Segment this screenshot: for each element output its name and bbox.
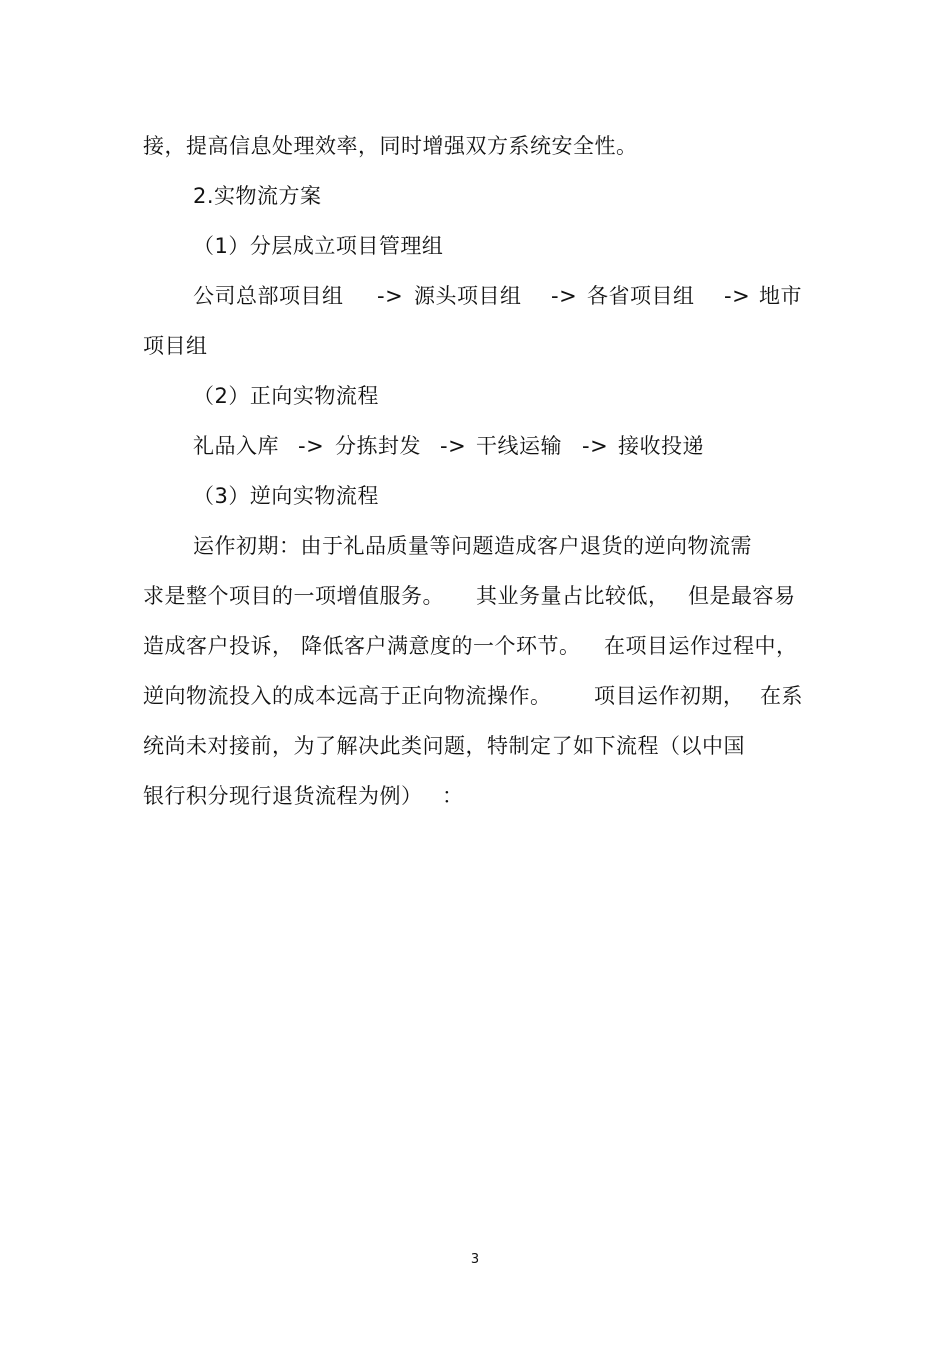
org-flow-arrow-3: -> <box>724 284 751 308</box>
forward-flow-arrow-1: -> <box>298 434 325 458</box>
paragraph-line-6: 统尚未对接前，为了解决此类问题，特制定了如下流程（以中国 <box>143 734 745 758</box>
paragraph-line-1: 接，提高信息处理效率，同时增强双方系统安全性。 <box>143 134 638 158</box>
paragraph-line-5b: 项目运作初期， <box>594 684 745 708</box>
subheading-2: （2）正向实物流程 <box>193 384 379 408</box>
forward-flow-step-1: 礼品入库 <box>193 434 279 458</box>
org-flow-step-4: 地市 <box>759 284 802 308</box>
paragraph-line-3b: 其业务量占比较低， <box>476 584 670 608</box>
org-flow-arrow-1: -> <box>377 284 404 308</box>
subheading-1: （1）分层成立项目管理组 <box>193 234 444 258</box>
org-flow-step-1: 公司总部项目组 <box>193 284 344 308</box>
forward-flow-arrow-3: -> <box>582 434 609 458</box>
paragraph-line-2: 运作初期：由于礼品质量等问题造成客户退货的逆向物流需 <box>193 534 752 558</box>
paragraph-line-5c: 在系 <box>760 684 803 708</box>
paragraph-line-7b: ： <box>442 784 464 808</box>
paragraph-line-4c: 在项目运作过程中， <box>604 634 798 658</box>
paragraph-line-5a: 逆向物流投入的成本远高于正向物流操作。 <box>143 684 552 708</box>
paragraph-line-3c: 但是最容易 <box>688 584 796 608</box>
page-number: 3 <box>470 1252 480 1267</box>
forward-flow-arrow-2: -> <box>440 434 467 458</box>
org-flow-arrow-2: -> <box>551 284 578 308</box>
org-flow-step-3: 各省项目组 <box>587 284 695 308</box>
paragraph-line-4a: 造成客户投诉， <box>143 634 294 658</box>
forward-flow-step-4: 接收投递 <box>618 434 704 458</box>
forward-flow-step-2: 分拣封发 <box>335 434 421 458</box>
org-flow-continuation: 项目组 <box>143 334 208 358</box>
org-flow-step-2: 源头项目组 <box>414 284 522 308</box>
forward-flow-step-3: 干线运输 <box>476 434 562 458</box>
paragraph-line-3a: 求是整个项目的一项增值服务。 <box>143 584 444 608</box>
paragraph-line-7a: 银行积分现行退货流程为例） <box>143 784 423 808</box>
paragraph-line-4b: 降低客户满意度的一个环节。 <box>301 634 581 658</box>
subheading-3: （3）逆向实物流程 <box>193 484 379 508</box>
section-heading: 2.实物流方案 <box>193 184 322 208</box>
